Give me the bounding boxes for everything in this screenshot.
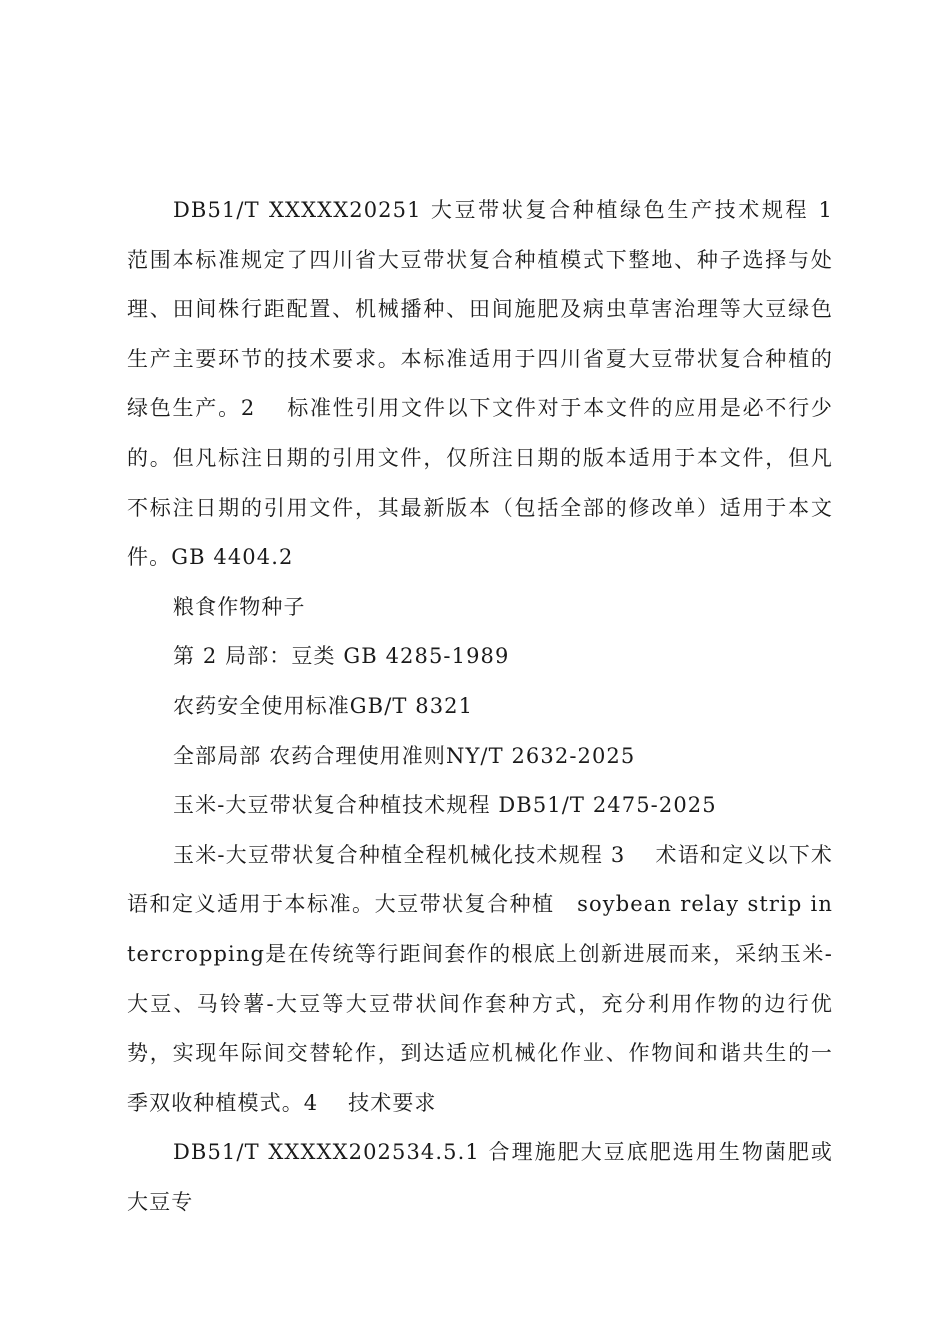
paragraph-terms-and-definitions: 玉米-大豆带状复合种植全程机械化技术规程 3 术语和定义以下术语和定义适用于本标准。大豆带状复合种植 soybean relay strip intercropping是在传统等行距间套作的根底上创新进展而来，采纳玉米-大豆、马铃薯-大豆等大豆带状间作套种方式，充分利用作物的边行优势，实现年际间交替轮作，到达适应机械化作业、作物间和谐共生的一季双收种植模式。4 技术要求 [127, 842, 833, 1115]
paragraph-scope-and-references: DB51/T XXXXX20251 大豆带状复合种植绿色生产技术规程 1 范围本标准规定了四川省大豆带状复合种植模式下整地、种子选择与处理、田间株行距配置、机械播种、田间施肥及病虫草害治理等大豆绿色生产主要环节的技术要求。本标准适用于四川省夏大豆带状复合种植的绿色生产。2 标准性引用文件以下文件对于本文件的应用是必不行少的。但凡标注日期的引用文件，仅所注日期的版本适用于本文件，但凡不标注日期的引用文件，其最新版本（包括全部的修改单）适用于本文件。GB 4404.2 [127, 198, 863, 570]
document-body [127, 186, 863, 1227]
paragraph-pesticide-guidelines: 全部局部 农药合理使用准则NY/T 2632-2025 [173, 743, 636, 768]
paragraph-legumes-standard: 第 2 局部：豆类 GB 4285-1989 [173, 644, 510, 669]
paragraph-fertilization: DB51/T XXXXX202534.5.1 合理施肥大豆底肥选用生物菌肥或大豆专 [127, 1140, 833, 1214]
paragraph-grain-seeds: 粮食作物种子 [173, 594, 306, 619]
paragraph-pesticide-safety: 农药安全使用标准GB/T 8321 [173, 693, 474, 718]
paragraph-strip-planting-standard: 玉米-大豆带状复合种植技术规程 DB51/T 2475-2025 [173, 793, 717, 818]
